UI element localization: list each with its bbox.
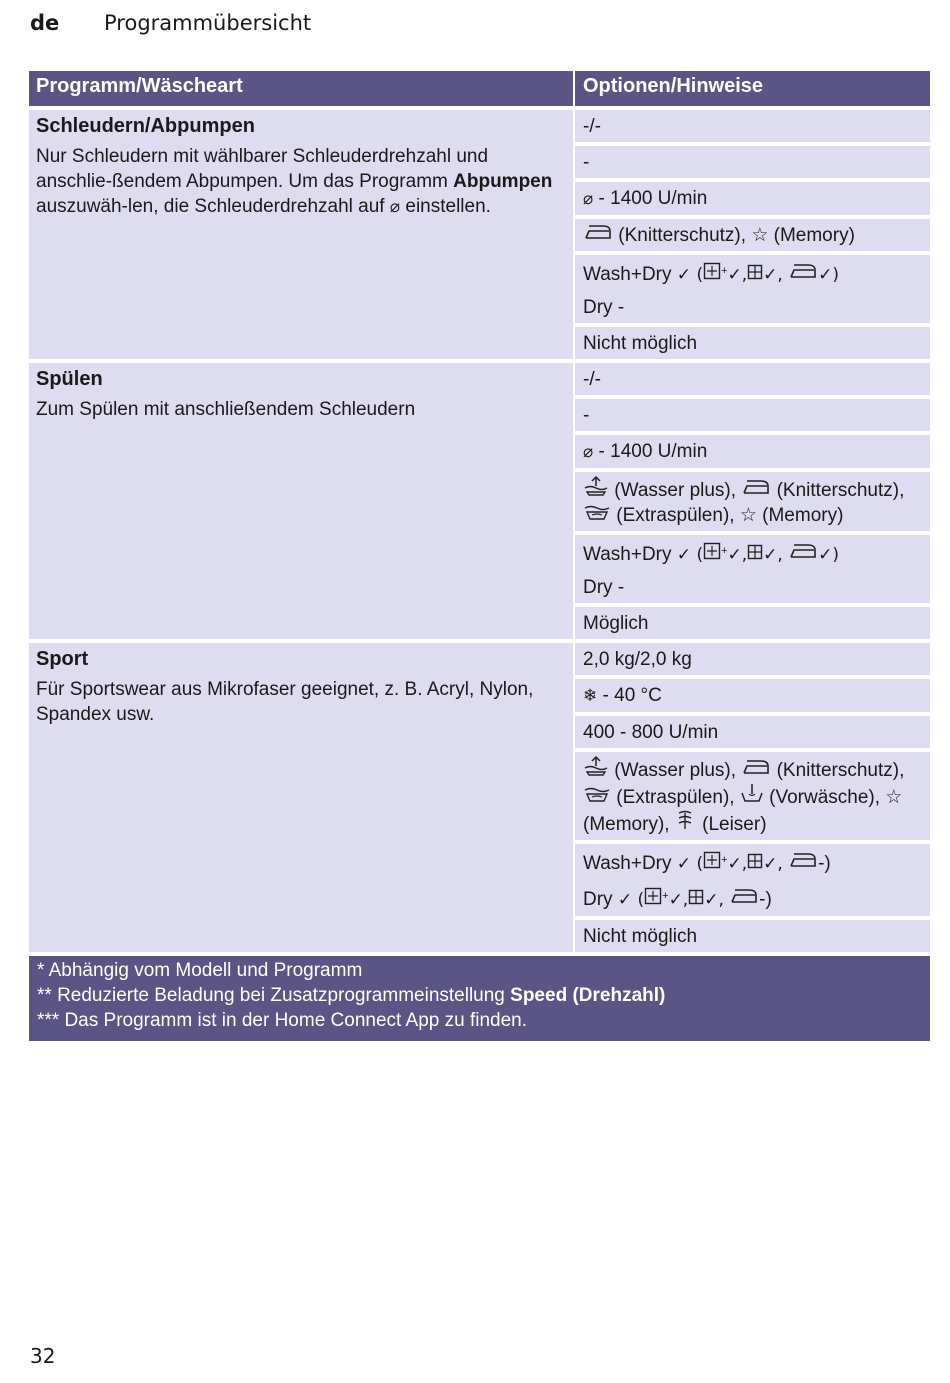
anti-crease-icon: [583, 223, 613, 241]
page-title: Programmübersicht: [104, 11, 312, 35]
spin-value: ⌀ - 1400 U/min: [575, 431, 930, 468]
program-options-cell: [573, 363, 930, 639]
cold-icon: ❄: [583, 686, 598, 706]
wash-dry-row: Wash+Dry ✓ ( +✓, ✓, ✓): [575, 251, 930, 291]
program-description: Nur Schleudern mit wählbarer Schleuderdrehzahl und anschlie-ßendem Abpumpen. Um das Programm Abpumpen auszuwäh-len, die Schleuderdrehzahl auf ⌀ einstellen.: [36, 146, 553, 217]
anti-crease-icon: [741, 758, 771, 776]
load-full-icon: [703, 262, 721, 280]
load-half-icon: [688, 889, 704, 905]
dry-row: Dry -: [575, 291, 930, 323]
iron-icon: [788, 262, 818, 280]
load-value: 2,0 kg/2,0 kg: [575, 643, 930, 675]
options-list: (Wasser plus), (Knitterschutz), (Extraspülen), ☆ (Memory): [575, 468, 930, 531]
temperature-value: -: [575, 142, 930, 178]
program-name: Schleudern/Abpumpen: [36, 115, 255, 137]
spin-off-icon: ⌀: [583, 442, 594, 462]
silent-icon: [675, 810, 697, 830]
extra-rinse-icon: [583, 505, 611, 521]
home-connect-availability: Möglich: [575, 603, 930, 639]
footnote-2: ** Reduzierte Beladung bei Zusatzprogrammeinstellung Speed (Drehzahl): [37, 985, 666, 1006]
extra-rinse-icon: [583, 787, 611, 803]
options-list: (Wasser plus), (Knitterschutz), (Extraspülen), (Vorwäsche), ☆ (Memory), (Leiser): [575, 748, 930, 840]
spin-value: 400 - 800 U/min: [575, 712, 930, 748]
page-number: 32: [30, 1344, 56, 1368]
dry-row: Dry ✓ ( +✓, ✓, -): [575, 880, 930, 916]
program-row-spuelen: [29, 359, 930, 639]
program-name: Sport: [36, 648, 89, 670]
home-connect-availability: Nicht möglich: [575, 916, 930, 952]
spin-off-icon: ⌀: [389, 197, 401, 217]
anti-crease-icon: [741, 478, 771, 496]
column-header-program: Programm/Wäscheart: [36, 75, 243, 97]
water-plus-icon: [583, 476, 609, 496]
temperature-value: -: [575, 395, 930, 431]
load-half-icon: [747, 544, 763, 560]
load-half-icon: [747, 264, 763, 280]
water-plus-icon: [583, 756, 609, 776]
load-full-icon: [703, 542, 721, 560]
column-header-options: Optionen/Hinweise: [573, 71, 930, 106]
footnote-1: * Abhängig vom Modell und Programm: [37, 960, 363, 981]
options-list: (Knitterschutz), ☆ (Memory): [575, 215, 930, 251]
table-footnotes: [29, 952, 930, 1041]
program-description-cell: [29, 110, 573, 359]
iron-icon: [729, 887, 759, 905]
table-header: [29, 71, 930, 106]
program-row-sport: [29, 639, 930, 952]
temperature-value: ❄ - 40 °C: [575, 675, 930, 712]
page-header: [30, 8, 311, 38]
home-connect-availability: Nicht möglich: [575, 323, 930, 359]
program-table: [29, 71, 930, 1041]
program-options-cell: [573, 643, 930, 952]
iron-icon: [788, 542, 818, 560]
spin-off-icon: ⌀: [583, 189, 594, 209]
load-full-icon: [644, 887, 662, 905]
load-value: -/-: [575, 363, 930, 395]
prewash-icon: [740, 783, 764, 803]
program-options-cell: [573, 110, 930, 359]
iron-icon: [788, 851, 818, 869]
spin-value: ⌀ - 1400 U/min: [575, 178, 930, 215]
language-code: de: [30, 11, 60, 35]
wash-dry-row: Wash+Dry ✓ ( +✓, ✓, ✓): [575, 531, 930, 571]
dry-row: Dry -: [575, 571, 930, 603]
footnote-3: *** Das Programm ist in der Home Connect App zu finden.: [37, 1010, 528, 1031]
program-row-schleudern: [29, 106, 930, 359]
load-value: -/-: [575, 110, 930, 142]
program-description: Für Sportswear aus Mikrofaser geeignet, z. B. Acryl, Nylon, Spandex usw.: [36, 679, 534, 725]
program-description-cell: [29, 643, 573, 952]
wash-dry-row: Wash+Dry ✓ ( +✓, ✓, -): [575, 840, 930, 880]
program-description-cell: [29, 363, 573, 639]
program-description: Zum Spülen mit anschließendem Schleudern: [36, 399, 416, 420]
load-full-icon: [703, 851, 721, 869]
program-name: Spülen: [36, 368, 103, 390]
load-half-icon: [747, 853, 763, 869]
